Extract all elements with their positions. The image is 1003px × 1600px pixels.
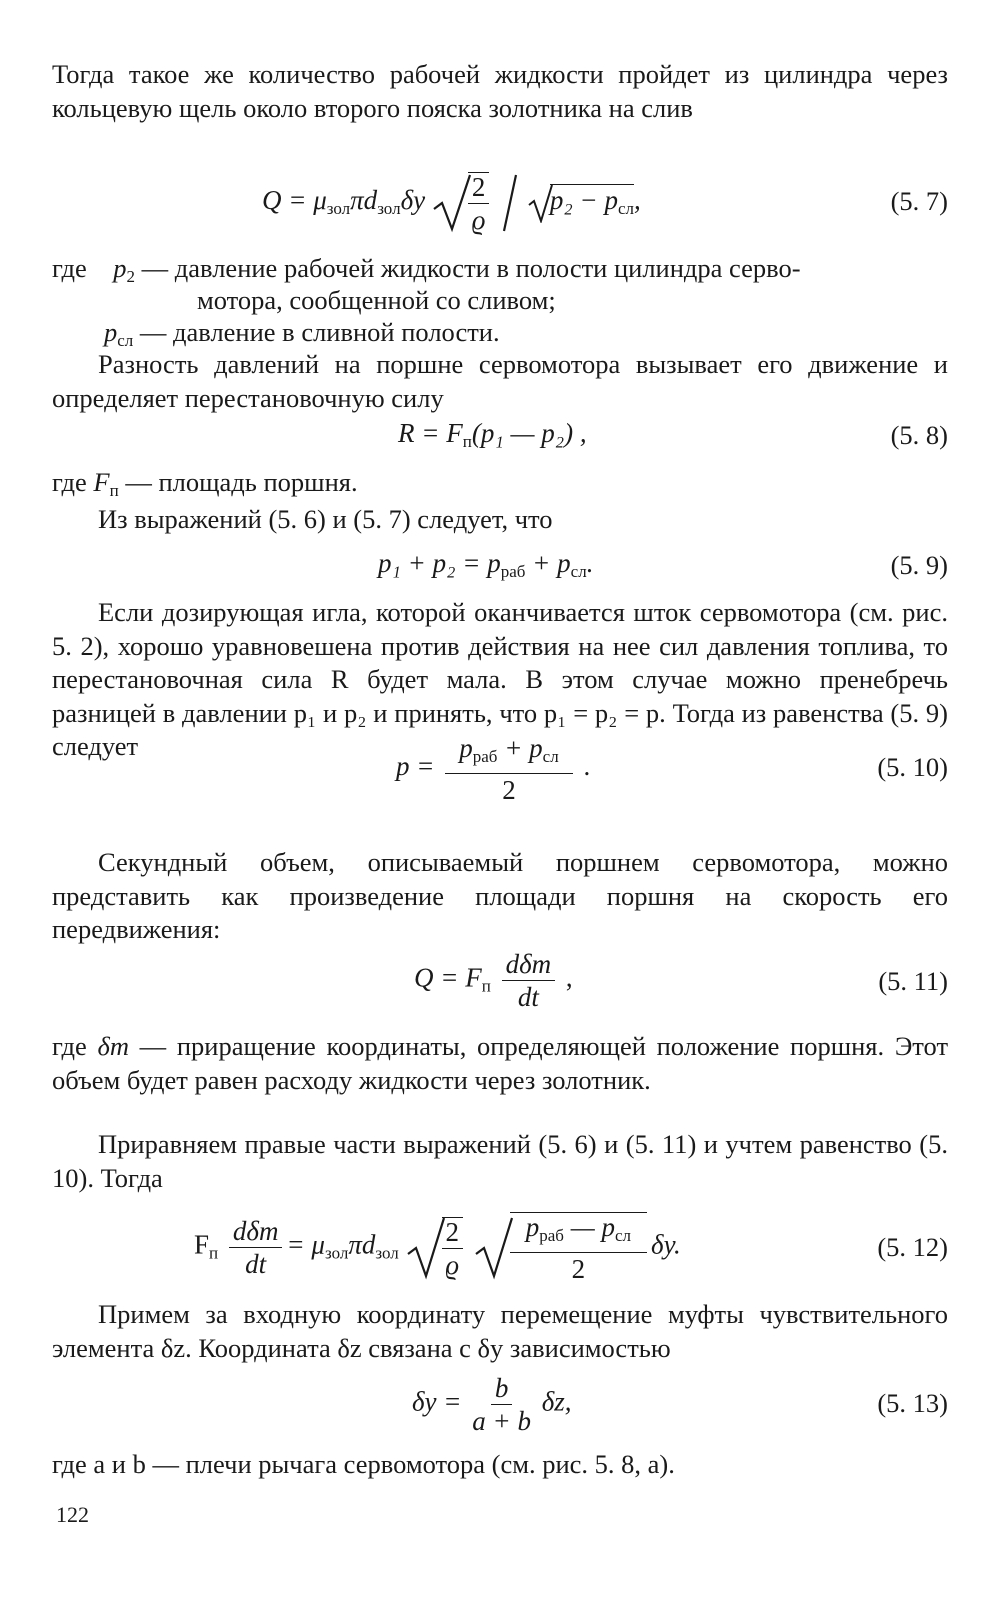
equation-number: (5. 7)	[890, 186, 948, 216]
equation-number: (5. 11)	[878, 966, 948, 996]
sqrt-sign-icon	[432, 173, 472, 233]
paragraph: где δm — приращение координаты, определяющей положение поршня. Этот объем будет равен расходу жидкости через золотник.	[52, 1031, 949, 1095]
page-number: 122	[56, 1502, 89, 1527]
sqrt-sign-icon	[406, 1216, 446, 1280]
fraction: $\frac{p_{раб} + p_{сл}}{2}$	[445, 734, 572, 804]
equation-5-8: $R = F_п(p_1$ — p₂) ,	[398, 418, 587, 451]
sqrt-sign-icon	[474, 1216, 514, 1280]
paragraph: Разность давлений на поршне сервомотора вызывает его движение и определяет перестановочную силу	[52, 349, 948, 413]
equation-5-7: $Q = \mu_{зол}\pi d_{зол}\delta y$ $\frac{2}{ϱ}$ $p_2 - p_{сл}$,	[262, 172, 641, 235]
equation-number: (5. 8)	[890, 420, 948, 450]
where-definition-cont: мотора, сообщенной со сливом;	[197, 285, 556, 315]
fraction: $\frac{b}{a + b}$	[472, 1373, 531, 1436]
paragraph: Секундный объем, описываемый поршнем сервомотора, можно представить как произведение площади поршня на скорость его передвижения:	[52, 847, 948, 944]
where-definition: где $p_2$ — давление рабочей жидкости в полости цилиндра серво-	[52, 253, 801, 286]
where-definition: $p_{сл}$ — давление в сливной полости.	[104, 317, 500, 350]
paragraph: Из выражений (5. 6) и (5. 7) следует, что	[98, 504, 553, 534]
paragraph: Приравняем правые части выражений (5. 6) и (5. 11) и учтем равенство (5. 10). Тогда	[52, 1129, 948, 1193]
equation-5-11: $Q = F_п$ $\frac{\text{dδm}}{dt}$ ,	[414, 949, 573, 1012]
where-definition: где a и b — плечи рычага сервомотора (см. рис. 5. 8, a).	[52, 1449, 675, 1479]
fraction: $\frac{\text{dδm}}{dt}$	[229, 1217, 283, 1278]
paragraph: Примем за входную координату перемещение муфты чувствительного элемента δz. Координата δz связана с δy зависимостью	[52, 1299, 948, 1363]
equation-number: (5. 10)	[877, 752, 948, 782]
paragraph-intro: Тогда такое же количество рабочей жидкости пройдет из цилиндра через кольцевую щель около второго пояска золотника на слив	[52, 59, 948, 123]
equation-5-13: δy = $\frac{b}{a + b}$ δz,	[412, 1373, 572, 1436]
equation-5-10: p = $\frac{p_{раб} + p_{сл}}{2}$ .	[396, 733, 591, 805]
paragraph: Если дозирующая игла, которой оканчивается шток сервомотора (см. рис. 5. 2), хорошо уравновешена против действия на нее сил давления топлива, то перестановочная сила R будет мала. В этом случае можно пренебречь разницей в давлении p₁ и p₂ и принять, что p₁ = p₂ = p. Тогда из равенства (5. 9) следует	[52, 597, 948, 761]
fraction: $\frac{p_{раб} — p_{сл}}{2}$	[510, 1212, 647, 1283]
equation-5-9: $p_1 + p_2 = p_{раб} + p_{сл}$.	[378, 548, 594, 581]
equation-number: (5. 12)	[877, 1232, 948, 1262]
fraction: $\frac{2}{ϱ}$	[468, 172, 490, 234]
equation-number: (5. 13)	[877, 1388, 948, 1418]
where-definition: где $F_п$ — площадь поршня.	[52, 467, 358, 500]
fraction: $\frac{\text{dδm}}{dt}$	[502, 950, 556, 1011]
equation-5-12: $F_п$ $\frac{\text{dδm}}{dt}$ = $\mu_{зол}\pi d_{зол}$ $\frac{2}{ϱ}$ $\frac{p_{раб} — p_{сл}}{2}$ δy.	[194, 1212, 681, 1284]
fraction: $\frac{2}{ϱ}$	[442, 1217, 464, 1279]
slash-icon	[500, 173, 520, 233]
equation-number: (5. 9)	[890, 550, 948, 580]
